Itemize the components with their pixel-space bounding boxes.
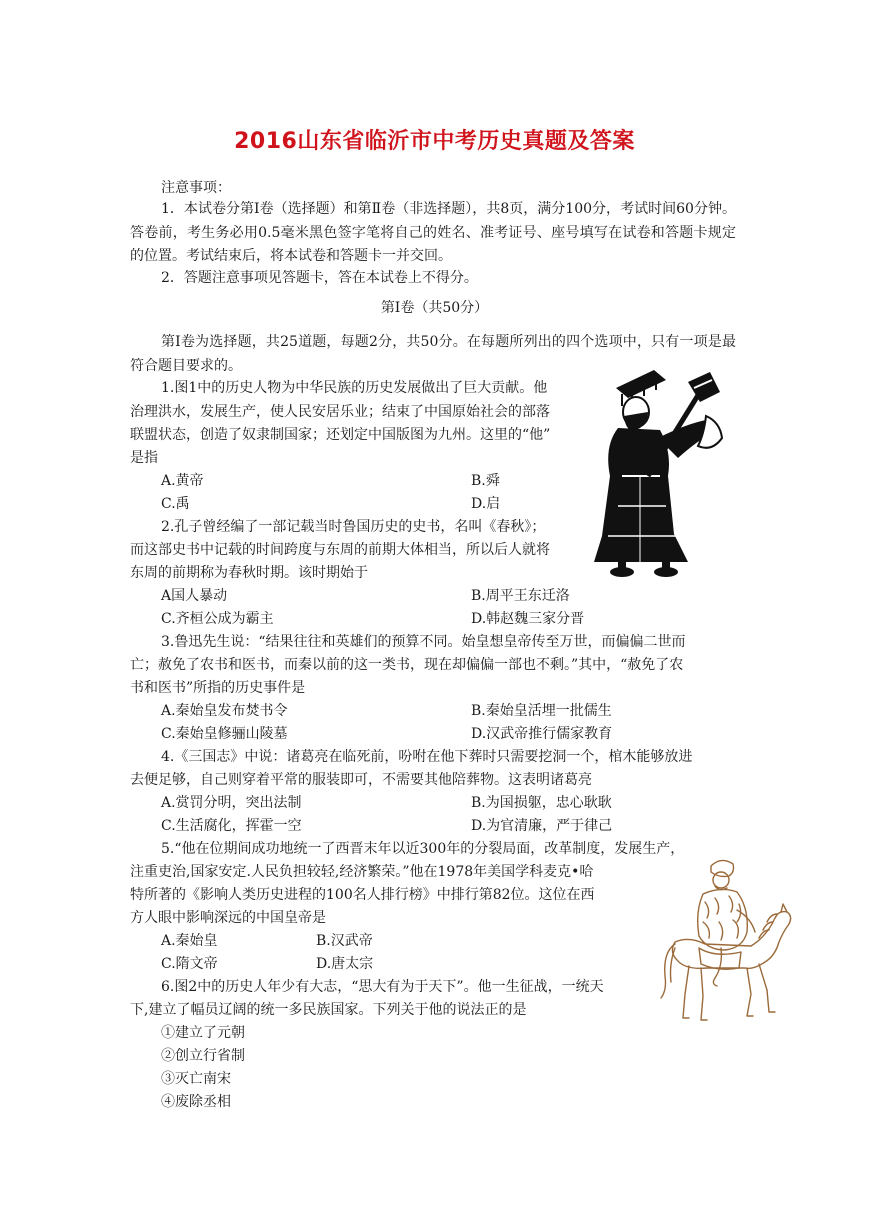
q3-option-d: D.汉武帝推行儒家教育 [471, 726, 613, 742]
q4-option-c: C.生活腐化，挥霍一空 [161, 818, 302, 834]
q5-line: 注重吏治,国家安定.人民负担较轻,经济繁荣。”他在1978年美国学科麦克•哈 [130, 864, 594, 880]
q3-option-c: C.秦始皇修骊山陵墓 [161, 726, 288, 742]
section-title: 第Ⅰ卷（共50分） [380, 300, 489, 316]
q3-line: 3.鲁迅先生说：“结果往往和英雄们的预算不同。始皇想皇帝传至万世，而偏偏二世而 [161, 634, 686, 650]
q1-option-d: D.启 [471, 496, 501, 512]
q3-line: 书和医书”所指的历史事件是 [130, 680, 306, 696]
q5-line: 方人眼中影响深远的中国皇帝是 [130, 910, 326, 926]
q4-line: 去便足够，自己则穿着平常的服装即可，不需要其他陪葬物。这表明诸葛亮 [130, 772, 592, 788]
section-intro: 第Ⅰ卷为选择题，共25道题，每题2分，共50分。在每题所列出的四个选项中，只有一项是最符合题目要求的。 [130, 334, 736, 374]
q1-line: 治理洪水，发展生产，使人民安居乐业；结束了中国原始社会的部落 [130, 404, 550, 420]
q2-line: 东周的前期称为春秋时期。该时期始于 [130, 565, 368, 581]
notice-item-2: 2．答题注意事项见答题卡，答在本试卷上不得分。 [161, 270, 478, 286]
q6-item: ④废除丞相 [161, 1094, 231, 1110]
q4-option-b: B.为国损躯，忠心耿耿 [471, 795, 612, 811]
q4-option-d: D.为官清廉，严于律己 [471, 818, 613, 834]
figure-2-horseman-illustration [655, 852, 800, 1030]
q2-line: 而这部史书中记载的时间跨度与东周的前期大体相当，所以后人就将 [130, 542, 550, 558]
q2-option-a: A国人暴动 [161, 588, 228, 604]
q1-line: 是指 [130, 450, 158, 466]
q1-option-b: B.舜 [471, 473, 500, 489]
q1-option-a: A.黄帝 [161, 473, 204, 489]
q6-line: 6.图2中的历史人年少有大志，“思大有为于天下”。他一生征战，一统天 [161, 979, 604, 995]
q1-line: 联盟状态，创造了奴隶制国家；还划定中国版图为九州。这里的“他” [130, 427, 551, 443]
q2-option-d: D.韩赵魏三家分晋 [471, 611, 585, 627]
q1-line: 1.图1中的历史人物为中华民族的历史发展做出了巨大贡献。他 [161, 380, 548, 396]
q5-line: 5.“他在位期间成功地统一了西晋末年以近300年的分裂局面，改革制度，发展生产， [161, 841, 685, 857]
q5-option-c: C.隋文帝 [161, 956, 218, 972]
q5-option-a: A.秦始皇 [161, 933, 218, 949]
q6-line: 下,建立了幅员辽阔的统一多民族国家。下列关于他的说法正的是 [130, 1002, 527, 1018]
q5-option-d: D.唐太宗 [316, 956, 374, 972]
page-title: 2016山东省临沂市中考历史真题及答案 [234, 129, 635, 154]
q2-line: 2.孔子曾经编了一部记载当时鲁国历史的史书，名叫《春秋》； [161, 519, 546, 535]
notice-heading: 注意事项： [161, 180, 231, 196]
q2-option-c: C.齐桓公成为霸主 [161, 611, 274, 627]
q3-option-a: A.秦始皇发布焚书令 [161, 703, 288, 719]
q6-item: ③灭亡南宋 [161, 1071, 231, 1087]
q1-option-c: C.禹 [161, 496, 190, 512]
figure-1-yu-illustration [588, 366, 738, 586]
q6-item: ①建立了元朝 [161, 1025, 245, 1041]
q3-option-b: B.秦始皇活埋一批儒生 [471, 703, 612, 719]
notice-item-1: 1．本试卷分第Ⅰ卷（选择题）和第Ⅱ卷（非选择题），共8页，满分100分，考试时间60分钟。答卷前，考生务必用0.5毫米黑色签字笔将自己的姓名、准考证号、座号填写在试卷和答题卡规定的位置。考试结束后，将本试卷和答题卡一并交回。 [130, 201, 736, 264]
q5-line: 特所著的《影响人类历史进程的100名人排行榜》中排行第82位。这位在西 [130, 887, 595, 903]
q4-line: 4.《三国志》中说：诸葛亮在临死前，吩咐在他下葬时只需要挖洞一个，棺木能够放进 [161, 749, 693, 765]
q3-line: 亡；赦免了农书和医书，而秦以前的这一类书，现在却偏偏一部也不剩。”其中，“赦免了农 [130, 657, 684, 673]
q5-option-b: B.汉武帝 [316, 933, 373, 949]
q4-option-a: A.赏罚分明，突出法制 [161, 795, 302, 811]
q6-item: ②创立行省制 [161, 1048, 245, 1064]
q2-option-b: B.周平王东迁洛 [471, 588, 570, 604]
